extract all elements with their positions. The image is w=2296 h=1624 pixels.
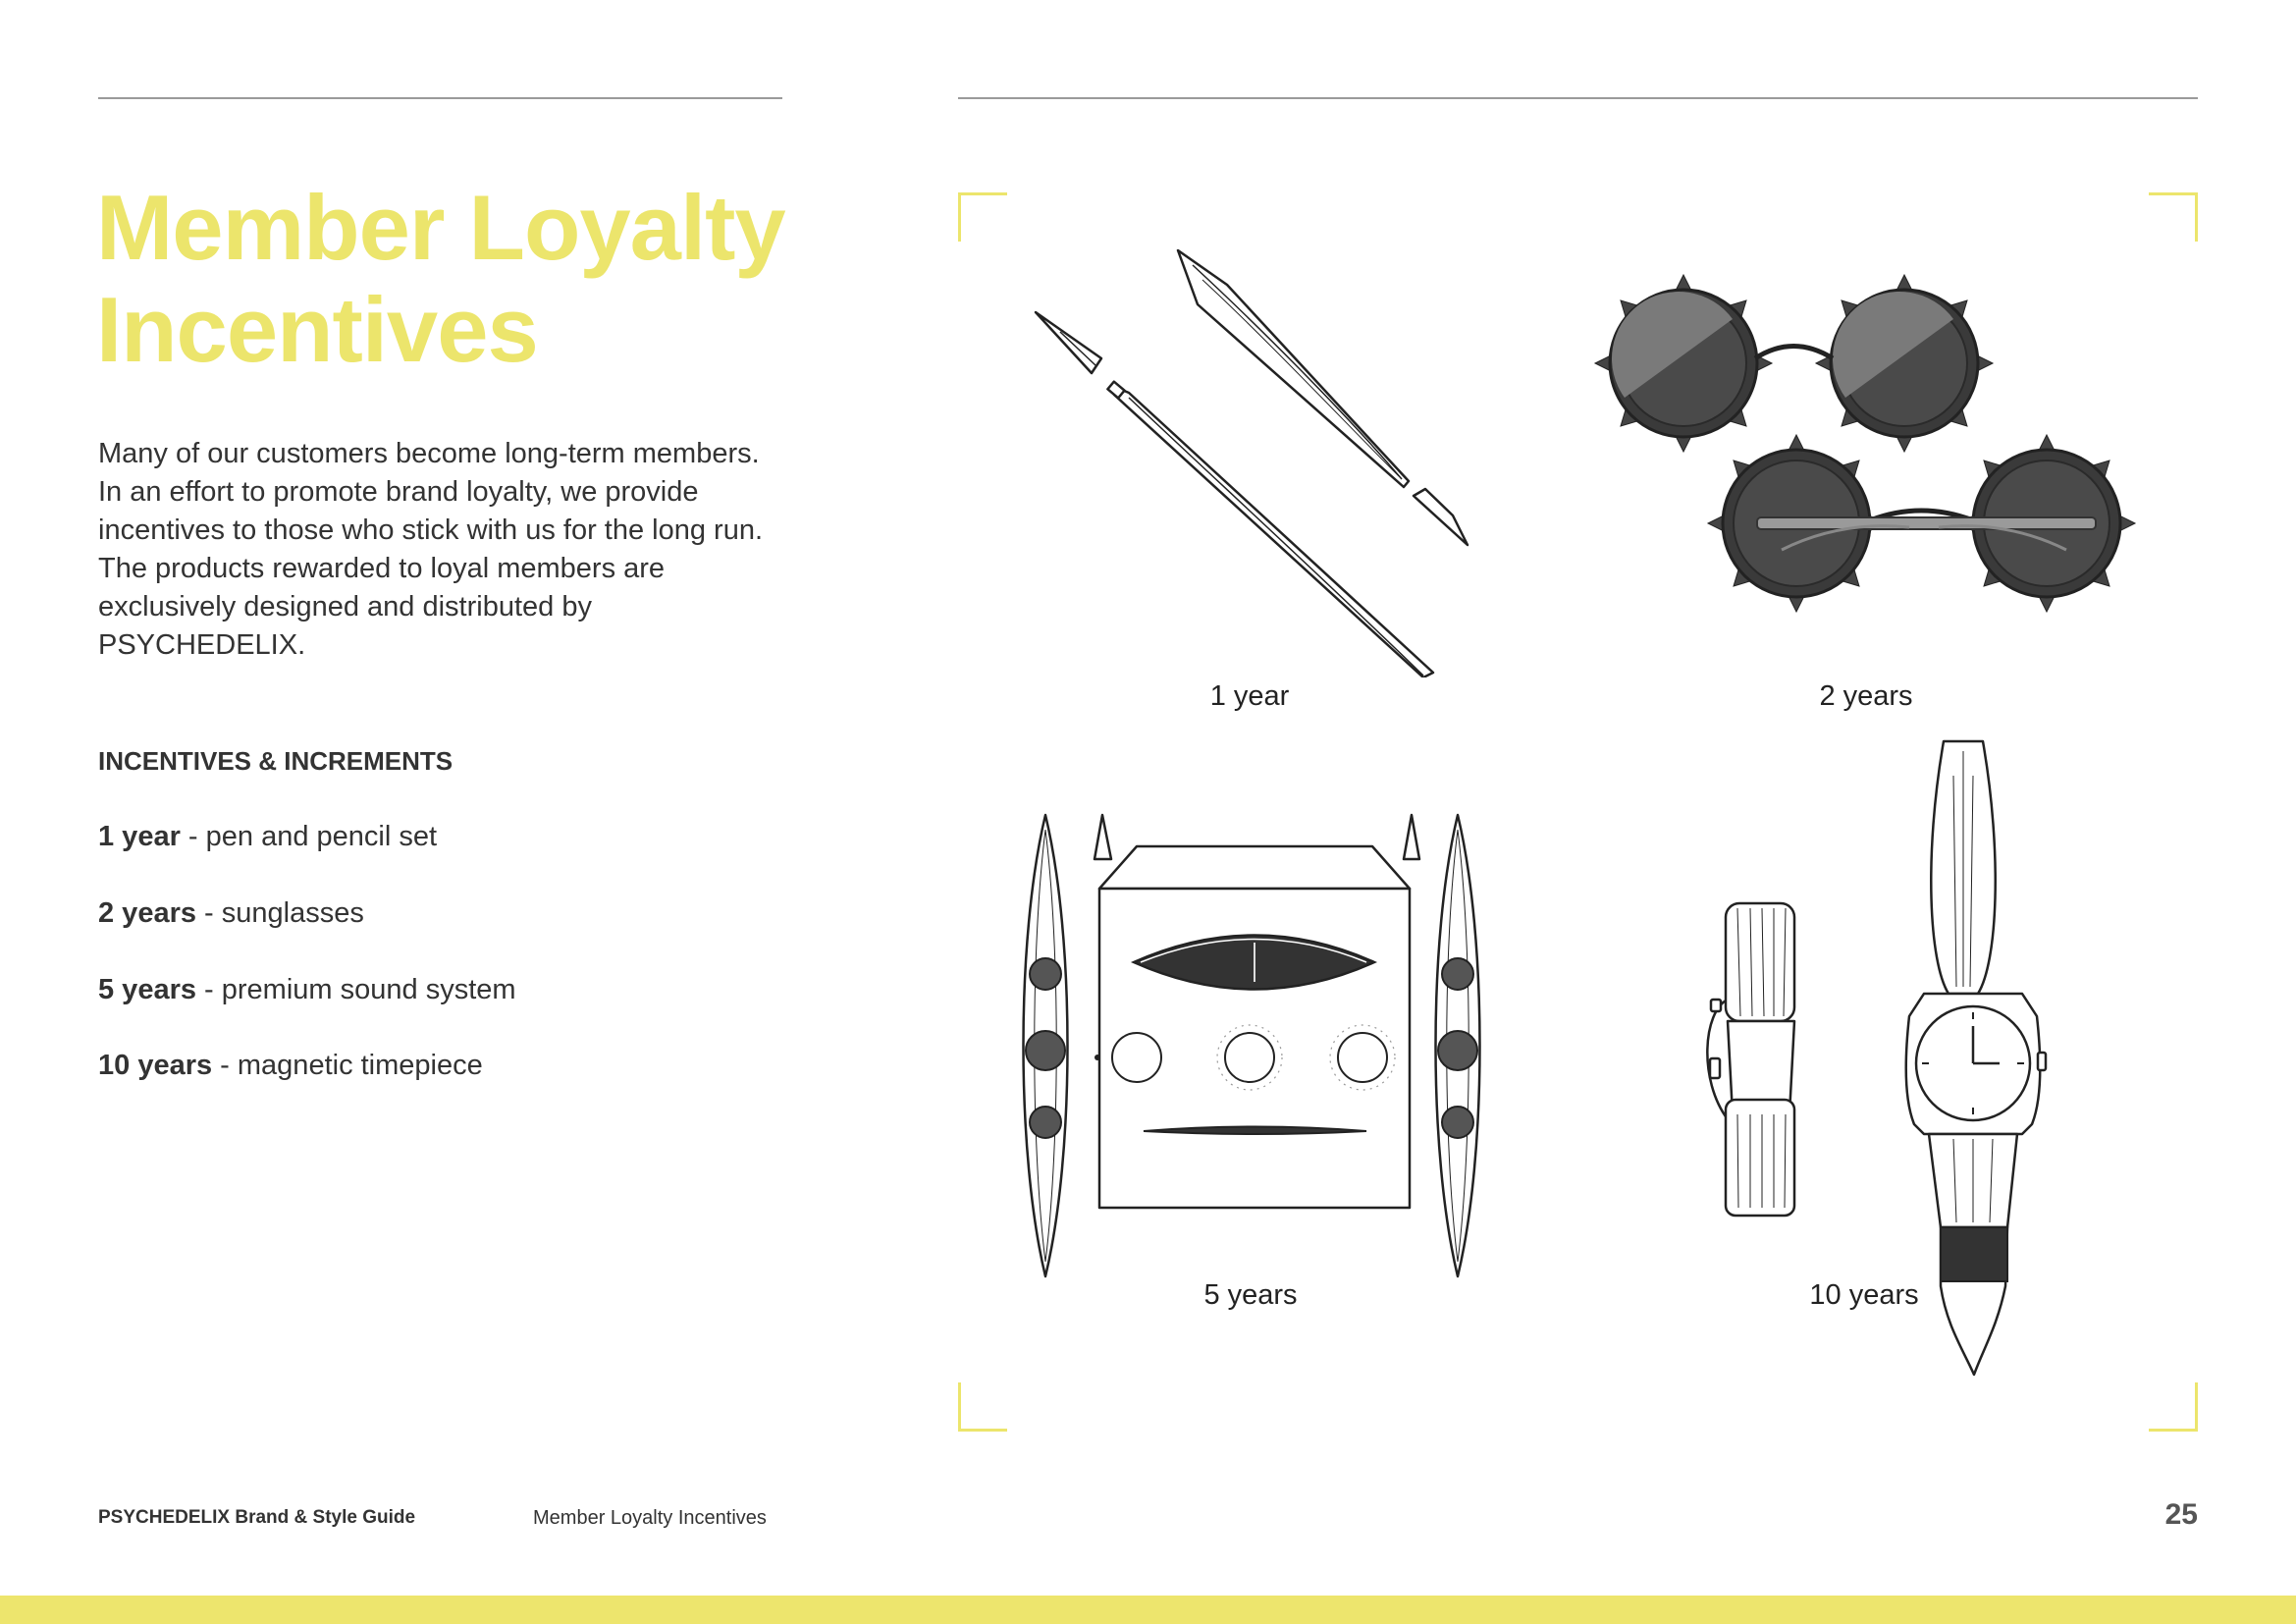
pen-pencil-set-illustration bbox=[1021, 236, 1492, 677]
intro-paragraph: Many of our customers become long-term members. In an effort to promote brand loyalty, we provide incentives to those who stick with us for the long run. The products rewarded to loyal members are exclusively designed and distributed by PSYCHEDELIX. bbox=[98, 438, 764, 661]
incentive-desc: - sunglasses bbox=[196, 897, 364, 929]
incentive-item bbox=[98, 1050, 483, 1082]
frame-corner-top-right bbox=[2149, 192, 2198, 242]
incentive-item bbox=[98, 821, 437, 853]
incentive-item bbox=[98, 974, 516, 1006]
caption-2-years: 2 years bbox=[1819, 680, 1913, 712]
caption-5-years: 5 years bbox=[1203, 1279, 1298, 1311]
section-heading: INCENTIVES & INCREMENTS bbox=[98, 746, 454, 776]
sound-system-illustration bbox=[1021, 810, 1492, 1286]
frame-corner-top-left bbox=[958, 192, 1007, 242]
top-rule-right bbox=[958, 97, 2198, 99]
page-title-line-2: Incentives bbox=[96, 278, 538, 381]
page-title-line-1: Member Loyalty bbox=[96, 176, 785, 279]
incentive-desc: - premium sound system bbox=[196, 974, 516, 1005]
top-rule-left bbox=[98, 97, 782, 99]
frame-corner-bottom-right bbox=[2149, 1382, 2198, 1432]
caption-1-year: 1 year bbox=[1209, 680, 1290, 712]
incentive-desc: - pen and pencil set bbox=[180, 821, 438, 852]
page-number: 25 bbox=[2164, 1498, 2198, 1531]
incentive-term: 10 years bbox=[98, 1050, 213, 1081]
footer-brand: PSYCHEDELIX Brand & Style Guide bbox=[98, 1507, 416, 1528]
caption-10-years: 10 years bbox=[1809, 1279, 1919, 1311]
incentive-item bbox=[98, 897, 364, 930]
incentive-desc: - magnetic timepiece bbox=[212, 1050, 483, 1081]
bottom-accent-bar bbox=[0, 1596, 2296, 1624]
incentive-term: 1 year bbox=[98, 821, 181, 852]
sunglasses-illustration bbox=[1585, 270, 2145, 614]
incentive-term: 2 years bbox=[98, 897, 196, 929]
page-title bbox=[96, 177, 803, 381]
incentive-term: 5 years bbox=[98, 974, 196, 1005]
frame-corner-bottom-left bbox=[958, 1382, 1007, 1432]
footer-section-title: Member Loyalty Incentives bbox=[533, 1507, 767, 1529]
